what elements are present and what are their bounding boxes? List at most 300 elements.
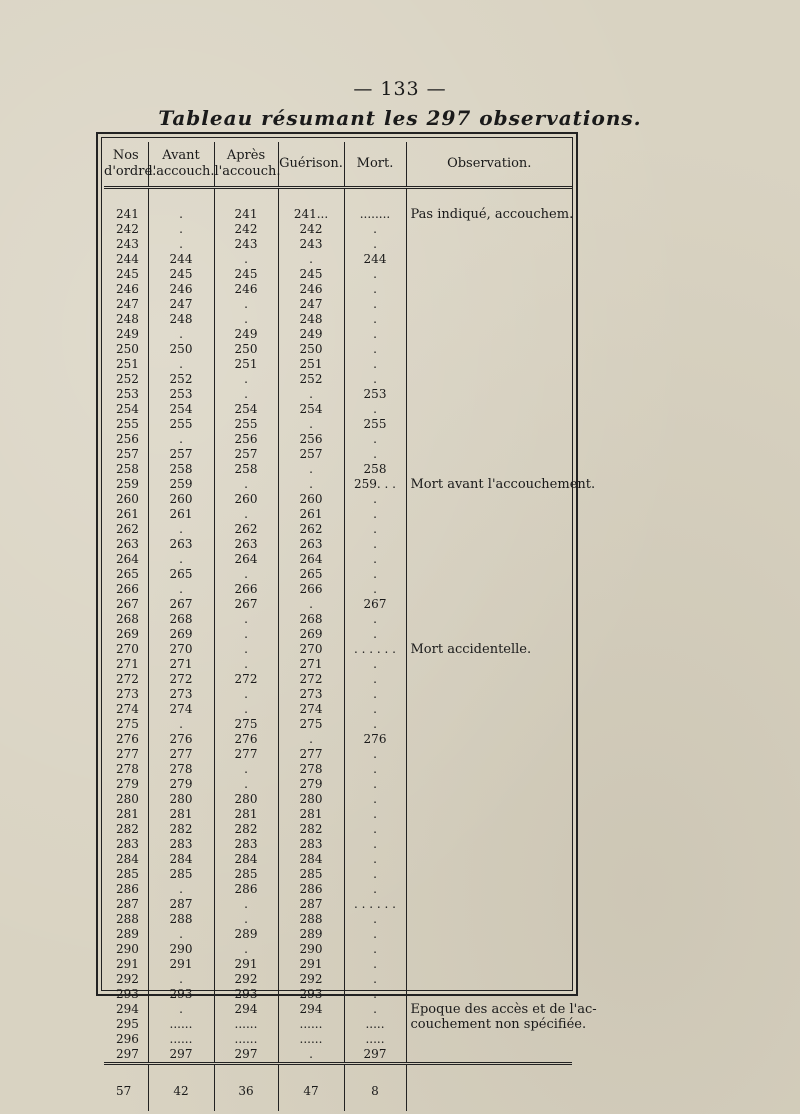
cell-observation	[406, 432, 572, 447]
cell-no: 284	[116, 852, 139, 866]
cell-observation	[406, 357, 572, 372]
cell-avant: 287	[148, 897, 214, 912]
cell-observation	[406, 507, 572, 522]
cell-apres: 255	[214, 417, 278, 432]
cell-guerison: .	[278, 387, 344, 402]
cell-avant: 280	[148, 792, 214, 807]
cell-apres: .	[214, 477, 278, 492]
cell-apres: 282	[214, 822, 278, 837]
cell-mort: . . . . . .	[344, 642, 406, 657]
cell-observation	[406, 327, 572, 342]
table-row	[104, 342, 572, 357]
cell-avant: 250	[148, 342, 214, 357]
cell-no: 265	[116, 567, 139, 581]
cell-observation	[406, 402, 572, 417]
cell-apres: 275	[214, 717, 278, 732]
table-row	[104, 582, 572, 597]
table-row	[104, 927, 572, 942]
cell-observation	[406, 942, 572, 957]
cell-observation	[406, 297, 572, 312]
cell-no: 251	[116, 357, 139, 371]
cell-mort: .	[344, 1002, 406, 1017]
cell-guerison: 248	[278, 312, 344, 327]
cell-no: 266	[116, 582, 139, 596]
cell-observation	[406, 987, 572, 1002]
cell-no: 285	[116, 867, 139, 881]
cell-apres: .	[214, 252, 278, 267]
total-apres: 36	[214, 1064, 278, 1112]
cell-guerison: 284	[278, 852, 344, 867]
cell-mort: .	[344, 492, 406, 507]
cell-no: 247	[116, 297, 139, 311]
cell-guerison: ......	[278, 1017, 344, 1032]
cell-guerison: .	[278, 1047, 344, 1064]
cell-no: 244	[116, 252, 139, 266]
cell-avant: 254	[148, 402, 214, 417]
cell-guerison: .	[278, 597, 344, 612]
cell-apres: 267	[214, 597, 278, 612]
cell-apres: 246	[214, 282, 278, 297]
table-row	[104, 957, 572, 972]
table-row	[104, 188, 572, 223]
cell-mort: .	[344, 282, 406, 297]
cell-guerison: ......	[278, 1032, 344, 1047]
cell-no: 270	[116, 642, 139, 656]
cell-guerison: 273	[278, 687, 344, 702]
header-guerison: Guérison.	[278, 142, 344, 188]
cell-mort: .	[344, 852, 406, 867]
cell-avant: 255	[148, 417, 214, 432]
cell-apres: 280	[214, 792, 278, 807]
cell-observation	[406, 882, 572, 897]
cell-avant: 291	[148, 957, 214, 972]
cell-avant: 277	[148, 747, 214, 762]
cell-observation	[406, 717, 572, 732]
cell-guerison: 245	[278, 267, 344, 282]
cell-avant: .	[148, 188, 214, 223]
cell-guerison: 286	[278, 882, 344, 897]
cell-no: 282	[116, 822, 139, 836]
table-row	[104, 777, 572, 792]
cell-guerison: 242	[278, 222, 344, 237]
cell-apres: .	[214, 297, 278, 312]
cell-guerison: 274	[278, 702, 344, 717]
cell-apres: 263	[214, 537, 278, 552]
cell-no: 281	[116, 807, 139, 821]
cell-guerison: 263	[278, 537, 344, 552]
cell-no: 273	[116, 687, 139, 701]
cell-observation	[406, 537, 572, 552]
cell-apres: 294	[214, 1002, 278, 1017]
cell-observation	[406, 747, 572, 762]
table-row	[104, 432, 572, 447]
cell-observation	[406, 702, 572, 717]
total-no: 57	[104, 1064, 148, 1112]
cell-observation	[406, 897, 572, 912]
table-row	[104, 282, 572, 297]
cell-observation	[406, 927, 572, 942]
table-row	[104, 1017, 572, 1032]
cell-apres: 257	[214, 447, 278, 462]
cell-observation	[406, 852, 572, 867]
cell-observation	[406, 417, 572, 432]
cell-observation	[406, 492, 572, 507]
cell-no: 259	[116, 477, 139, 491]
cell-apres: 292	[214, 972, 278, 987]
cell-mort: .	[344, 912, 406, 927]
cell-guerison: 243	[278, 237, 344, 252]
cell-avant: 248	[148, 312, 214, 327]
cell-avant: 293	[148, 987, 214, 1002]
cell-apres: 249	[214, 327, 278, 342]
cell-mort: .	[344, 237, 406, 252]
cell-guerison: 294	[278, 1002, 344, 1017]
table-row	[104, 912, 572, 927]
cell-apres: 293	[214, 987, 278, 1002]
table-row	[104, 447, 572, 462]
cell-observation: Pas indiqué, accouchem.	[406, 188, 572, 223]
cell-observation	[406, 612, 572, 627]
cell-mort: .	[344, 807, 406, 822]
cell-avant: 278	[148, 762, 214, 777]
cell-no: 279	[116, 777, 139, 791]
cell-no: 277	[116, 747, 139, 761]
cell-apres: .	[214, 942, 278, 957]
cell-apres: 243	[214, 237, 278, 252]
cell-no: 252	[116, 372, 139, 386]
cell-guerison: 246	[278, 282, 344, 297]
cell-mort: .	[344, 987, 406, 1002]
cell-mort: .	[344, 507, 406, 522]
cell-mort: 244	[344, 252, 406, 267]
cell-avant: 268	[148, 612, 214, 627]
cell-guerison: 288	[278, 912, 344, 927]
cell-observation: Mort avant l'accouchement.	[406, 477, 572, 492]
cell-apres: 245	[214, 267, 278, 282]
cell-no: 289	[116, 927, 139, 941]
cell-observation	[406, 672, 572, 687]
cell-avant: 252	[148, 372, 214, 387]
cell-guerison: 268	[278, 612, 344, 627]
table-row	[104, 1002, 572, 1017]
cell-apres: .	[214, 687, 278, 702]
cell-no: 261	[116, 507, 139, 521]
cell-avant: 284	[148, 852, 214, 867]
cell-guerison: 270	[278, 642, 344, 657]
cell-no: 269	[116, 627, 139, 641]
cell-guerison: 293	[278, 987, 344, 1002]
cell-guerison: 257	[278, 447, 344, 462]
page-number: — 133 —	[353, 78, 447, 100]
cell-guerison: 283	[278, 837, 344, 852]
table-row	[104, 267, 572, 282]
table-row	[104, 492, 572, 507]
cell-mort: .	[344, 612, 406, 627]
page-title: Tableau résumant les 297 observations.	[158, 106, 642, 130]
cell-avant: ......	[148, 1032, 214, 1047]
cell-avant: .	[148, 1002, 214, 1017]
cell-no: 272	[116, 672, 139, 686]
cell-avant: 261	[148, 507, 214, 522]
cell-no: 241	[116, 207, 139, 221]
table-row	[104, 897, 572, 912]
table-row	[104, 507, 572, 522]
cell-observation	[406, 777, 572, 792]
cell-avant: 281	[148, 807, 214, 822]
cell-observation	[406, 582, 572, 597]
cell-observation	[406, 957, 572, 972]
table-row	[104, 642, 572, 657]
cell-apres: .	[214, 912, 278, 927]
table-row	[104, 387, 572, 402]
cell-mort: .....	[344, 1032, 406, 1047]
cell-mort: .	[344, 537, 406, 552]
cell-guerison: 291	[278, 957, 344, 972]
table-header-row	[104, 142, 572, 188]
cell-no: 276	[116, 732, 139, 746]
cell-apres: .	[214, 657, 278, 672]
cell-avant: 273	[148, 687, 214, 702]
cell-apres: .	[214, 612, 278, 627]
cell-no: 242	[116, 222, 139, 236]
table-body	[104, 188, 597, 1064]
cell-mort: .	[344, 792, 406, 807]
cell-observation	[406, 522, 572, 537]
cell-observation	[406, 447, 572, 462]
cell-mort: .	[344, 627, 406, 642]
cell-guerison: 280	[278, 792, 344, 807]
cell-mort: .	[344, 357, 406, 372]
cell-mort: .	[344, 522, 406, 537]
cell-no: 290	[116, 942, 139, 956]
cell-guerison: 290	[278, 942, 344, 957]
cell-observation	[406, 342, 572, 357]
cell-avant: 272	[148, 672, 214, 687]
cell-mort: 255	[344, 417, 406, 432]
cell-avant: 290	[148, 942, 214, 957]
cell-guerison: 256	[278, 432, 344, 447]
cell-no: 287	[116, 897, 139, 911]
cell-apres: 242	[214, 222, 278, 237]
cell-avant: 263	[148, 537, 214, 552]
table-row	[104, 237, 572, 252]
table-row	[104, 1032, 572, 1047]
cell-avant: .	[148, 357, 214, 372]
cell-mort: .	[344, 972, 406, 987]
cell-no: 253	[116, 387, 139, 401]
cell-observation	[406, 282, 572, 297]
cell-apres: .	[214, 702, 278, 717]
cell-avant: .	[148, 222, 214, 237]
cell-mort: .	[344, 327, 406, 342]
cell-observation	[406, 912, 572, 927]
cell-observation: Epoque des accès et de l'ac-	[406, 1002, 572, 1017]
total-guerison: 47	[278, 1064, 344, 1112]
cell-avant: .	[148, 582, 214, 597]
cell-apres: 250	[214, 342, 278, 357]
cell-avant: 258	[148, 462, 214, 477]
cell-mort: .	[344, 312, 406, 327]
cell-avant: 270	[148, 642, 214, 657]
cell-avant: 244	[148, 252, 214, 267]
cell-guerison: 250	[278, 342, 344, 357]
table-row	[104, 702, 572, 717]
cell-apres: 286	[214, 882, 278, 897]
cell-no: 293	[116, 987, 139, 1001]
cell-guerison: 271	[278, 657, 344, 672]
observations-table	[104, 142, 597, 1111]
cell-mort: .	[344, 582, 406, 597]
cell-apres: 251	[214, 357, 278, 372]
cell-no: 263	[116, 537, 139, 551]
cell-guerison: 289	[278, 927, 344, 942]
cell-observation	[406, 687, 572, 702]
cell-avant: 279	[148, 777, 214, 792]
cell-guerison: 287	[278, 897, 344, 912]
cell-mort: .	[344, 447, 406, 462]
cell-guerison: .	[278, 252, 344, 267]
table-row	[104, 747, 572, 762]
cell-apres: .	[214, 312, 278, 327]
cell-no: 274	[116, 702, 139, 716]
cell-avant: 260	[148, 492, 214, 507]
cell-avant: 257	[148, 447, 214, 462]
cell-no: 288	[116, 912, 139, 926]
cell-no: 271	[116, 657, 139, 671]
table-row	[104, 462, 572, 477]
cell-guerison: 278	[278, 762, 344, 777]
cell-mort: 258	[344, 462, 406, 477]
cell-apres: .	[214, 762, 278, 777]
table-row	[104, 822, 572, 837]
cell-apres: .	[214, 777, 278, 792]
table-row	[104, 537, 572, 552]
cell-guerison: .	[278, 417, 344, 432]
total-observation	[406, 1064, 572, 1112]
table-row	[104, 837, 572, 852]
cell-apres: 260	[214, 492, 278, 507]
cell-apres: 256	[214, 432, 278, 447]
cell-apres: 285	[214, 867, 278, 882]
table-row	[104, 567, 572, 582]
cell-avant: 265	[148, 567, 214, 582]
cell-mort: . . . . . .	[344, 897, 406, 912]
cell-guerison: .	[278, 462, 344, 477]
cell-apres: 258	[214, 462, 278, 477]
cell-mort: .	[344, 342, 406, 357]
cell-mort: .	[344, 747, 406, 762]
cell-avant: 247	[148, 297, 214, 312]
cell-observation	[406, 252, 572, 267]
cell-observation	[406, 1047, 572, 1064]
table-row	[104, 807, 572, 822]
cell-observation	[406, 867, 572, 882]
cell-guerison: 281	[278, 807, 344, 822]
cell-observation	[406, 972, 572, 987]
cell-apres: 254	[214, 402, 278, 417]
cell-guerison: 264	[278, 552, 344, 567]
cell-apres: 266	[214, 582, 278, 597]
cell-avant: 245	[148, 267, 214, 282]
cell-no: 283	[116, 837, 139, 851]
cell-no: 248	[116, 312, 139, 326]
cell-observation	[406, 222, 572, 237]
cell-mort: 297	[344, 1047, 406, 1064]
cell-mort: 259. . .	[344, 477, 406, 492]
cell-guerison: 292	[278, 972, 344, 987]
cell-apres: .	[214, 642, 278, 657]
cell-guerison: 277	[278, 747, 344, 762]
cell-no: 292	[116, 972, 139, 986]
table-row	[104, 882, 572, 897]
cell-observation	[406, 462, 572, 477]
table-row	[104, 732, 572, 747]
cell-mort: .	[344, 372, 406, 387]
cell-no: 254	[116, 402, 139, 416]
cell-no: 268	[116, 612, 139, 626]
cell-mort: .	[344, 267, 406, 282]
cell-observation	[406, 312, 572, 327]
cell-guerison: 262	[278, 522, 344, 537]
cell-guerison: 251	[278, 357, 344, 372]
cell-observation	[406, 1032, 572, 1047]
cell-guerison: 241...	[278, 188, 344, 223]
cell-observation	[406, 597, 572, 612]
cell-apres: 262	[214, 522, 278, 537]
cell-mort: .	[344, 297, 406, 312]
cell-guerison: 247	[278, 297, 344, 312]
cell-observation	[406, 237, 572, 252]
header-avant: Avant l'accouch.	[148, 142, 214, 188]
cell-mort: 276	[344, 732, 406, 747]
cell-apres: 276	[214, 732, 278, 747]
cell-no: 264	[116, 552, 139, 566]
cell-avant: .	[148, 237, 214, 252]
cell-mort: .	[344, 552, 406, 567]
table-row	[104, 852, 572, 867]
cell-no: 297	[116, 1047, 139, 1061]
cell-observation	[406, 657, 572, 672]
cell-avant: .	[148, 972, 214, 987]
table-row	[104, 762, 572, 777]
cell-mort: .	[344, 882, 406, 897]
cell-guerison: 266	[278, 582, 344, 597]
cell-guerison: 249	[278, 327, 344, 342]
cell-no: 275	[116, 717, 139, 731]
cell-no: 291	[116, 957, 139, 971]
cell-mort: ........	[344, 188, 406, 223]
cell-avant: 271	[148, 657, 214, 672]
cell-mort: .	[344, 567, 406, 582]
cell-avant: .	[148, 432, 214, 447]
cell-guerison: 282	[278, 822, 344, 837]
cell-observation	[406, 807, 572, 822]
totals-row	[104, 1064, 572, 1112]
cell-no: 262	[116, 522, 139, 536]
cell-guerison: 269	[278, 627, 344, 642]
cell-avant: .	[148, 522, 214, 537]
table-row	[104, 372, 572, 387]
table-row	[104, 477, 572, 492]
table-row	[104, 312, 572, 327]
cell-apres: 281	[214, 807, 278, 822]
cell-mort: .	[344, 717, 406, 732]
cell-no: 296	[116, 1032, 139, 1046]
cell-apres: .	[214, 897, 278, 912]
total-avant: 42	[148, 1064, 214, 1112]
cell-mort: .	[344, 702, 406, 717]
cell-avant: 246	[148, 282, 214, 297]
